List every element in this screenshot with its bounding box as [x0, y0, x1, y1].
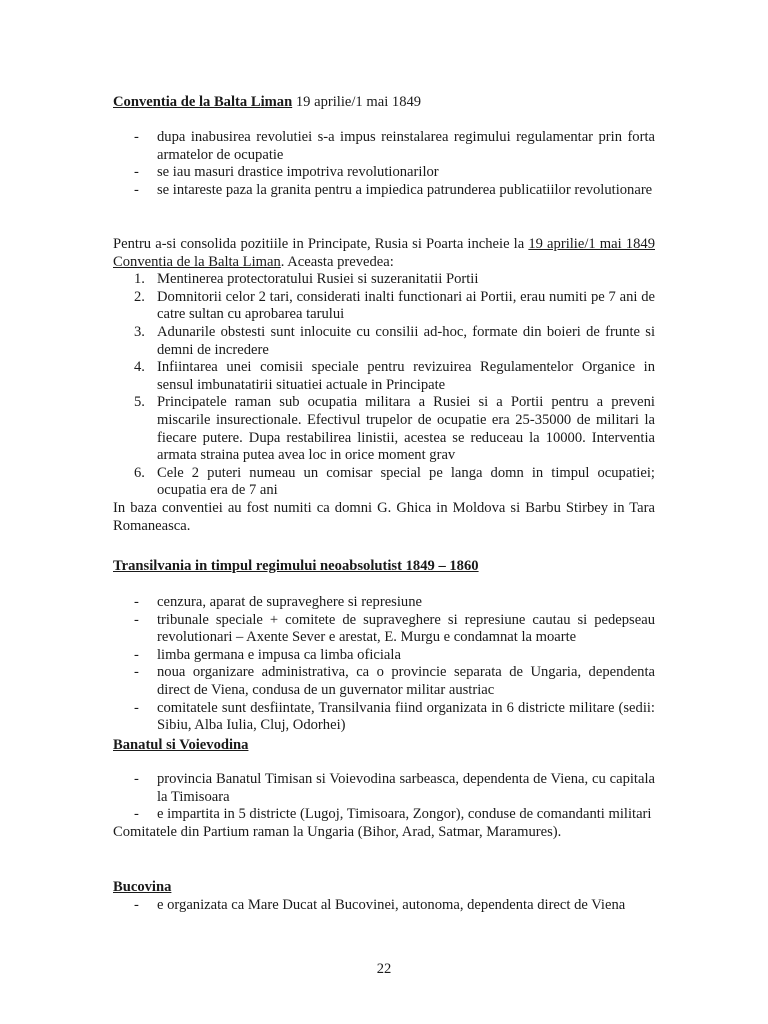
balta-outro-paragraph: In baza conventiei au fost numiti ca domni G. Ghica in Moldova si Barbu Stirbey in Tara Romaneasca. — [113, 499, 655, 534]
banat-heading — [113, 737, 655, 755]
list-item: - comitatele sunt desfiintate, Transilvania fiind organizata in 6 districte militare (sedii: Sibiu, Alba Iulia, Cluj, Odorhei) — [134, 699, 655, 734]
list-item: - se intareste paza la granita pentru a impiedica patrunderea publicatiilor revolutionare — [134, 181, 653, 198]
list-item: 4. Infiintarea unei comisii speciale pentru revizuirea Regulamentelor Organice in sensul imbunatatirii situatiei actuale in Principate — [134, 359, 655, 393]
list-item: - se iau masuri drastice impotriva revolutionarilor — [134, 164, 439, 181]
balta-date: 19 aprilie/1 mai 1849 — [292, 94, 422, 110]
balta-title: Conventia de la Balta Liman — [113, 94, 293, 110]
list-item: 5. Principatele raman sub ocupatia militara a Rusiei si a Portii pentru a preveni miscarile insurectionale. Efectivul trupelor de ocupatie era 25-35000 de militari la fiecare putere. Dupa restabilirea linistii, acestea se reduceau la 10000. Interventia armata straina putea avea loc in orice moment grav — [134, 394, 655, 464]
list-item: 1. Mentinerea protectoratului Rusiei si suzeranitatii Portii — [134, 271, 479, 288]
bucovina-bullet-list — [113, 897, 655, 915]
balta-body — [113, 236, 655, 535]
balta-date-link: 19 aprilie/1 mai 1849 Conventia de la Balta Liman — [113, 236, 655, 270]
page-number: 22 — [376, 961, 392, 977]
balta-bullet-list — [113, 129, 655, 199]
bucovina-heading — [113, 879, 655, 897]
provisions-list — [113, 271, 655, 500]
list-item: - tribunale speciale + comitete de supraveghere si represiune cautau si pedepseau revolutionari – Axente Sever e arestat, E. Murgu e condamnat la moarte — [134, 611, 655, 646]
list-item: 3. Adunarile obstesti sunt inlocuite cu consilii ad-hoc, formate din boieri de frunte si demni de incredere — [134, 323, 655, 358]
list-item: - noua organizare administrativa, ca o provincie separata de Ungaria, dependenta direct de Viena, condusa de un guvernator militar austriac — [134, 664, 655, 698]
transilvania-heading — [113, 558, 655, 576]
bucovina-title: Bucovina — [113, 879, 172, 895]
list-item: - provincia Banatul Timisan si Voievodina sarbeasca, dependenta de Viena, cu capitala la Timisoara — [134, 771, 655, 805]
transilvania-title: Transilvania in timpul regimului neoabsolutist 1849 – 1860 — [113, 558, 479, 574]
balta-intro-paragraph: Pentru a-si consolida pozitiile in Principate, Rusia si Poarta incheie la 19 aprilie/1 mai 1849 Conventia de la Balta Liman. Aceasta prevedea: — [113, 236, 655, 270]
list-item: - cenzura, aparat de supraveghere si represiune — [134, 594, 422, 610]
list-item: 2. Domnitorii celor 2 tari, considerati inalti functionari ai Portii, erau numiti pe 7 ani de catre sultan cu aprobarea tarului — [134, 288, 655, 323]
list-item: 6. Cele 2 puteri numeau un comisar special pe langa domn in timpul ocupatiei; ocupatia era de 7 ani — [134, 464, 655, 499]
transilvania-bullet-list — [113, 594, 655, 735]
banat-title: Banatul si Voievodina — [113, 737, 249, 753]
list-item: - e organizata ca Mare Ducat al Bucovinei, autonoma, dependenta direct de Viena — [134, 897, 626, 913]
banat-bullet-list — [113, 771, 655, 824]
list-item: - e impartita in 5 districte (Lugoj, Timisoara, Zongor), conduse de comandanti militari — [134, 806, 652, 823]
balta-heading — [113, 94, 655, 112]
banat-body — [113, 771, 655, 841]
list-item: - dupa inabusirea revolutiei s-a impus reinstalarea regimului regulamentar prin forta armatelor de ocupatie — [134, 129, 655, 163]
list-item: - limba germana e impusa ca limba oficiala — [134, 646, 401, 663]
banat-outro-paragraph: Comitatele din Partium raman la Ungaria (Bihor, Arad, Satmar, Maramures). — [113, 823, 562, 840]
